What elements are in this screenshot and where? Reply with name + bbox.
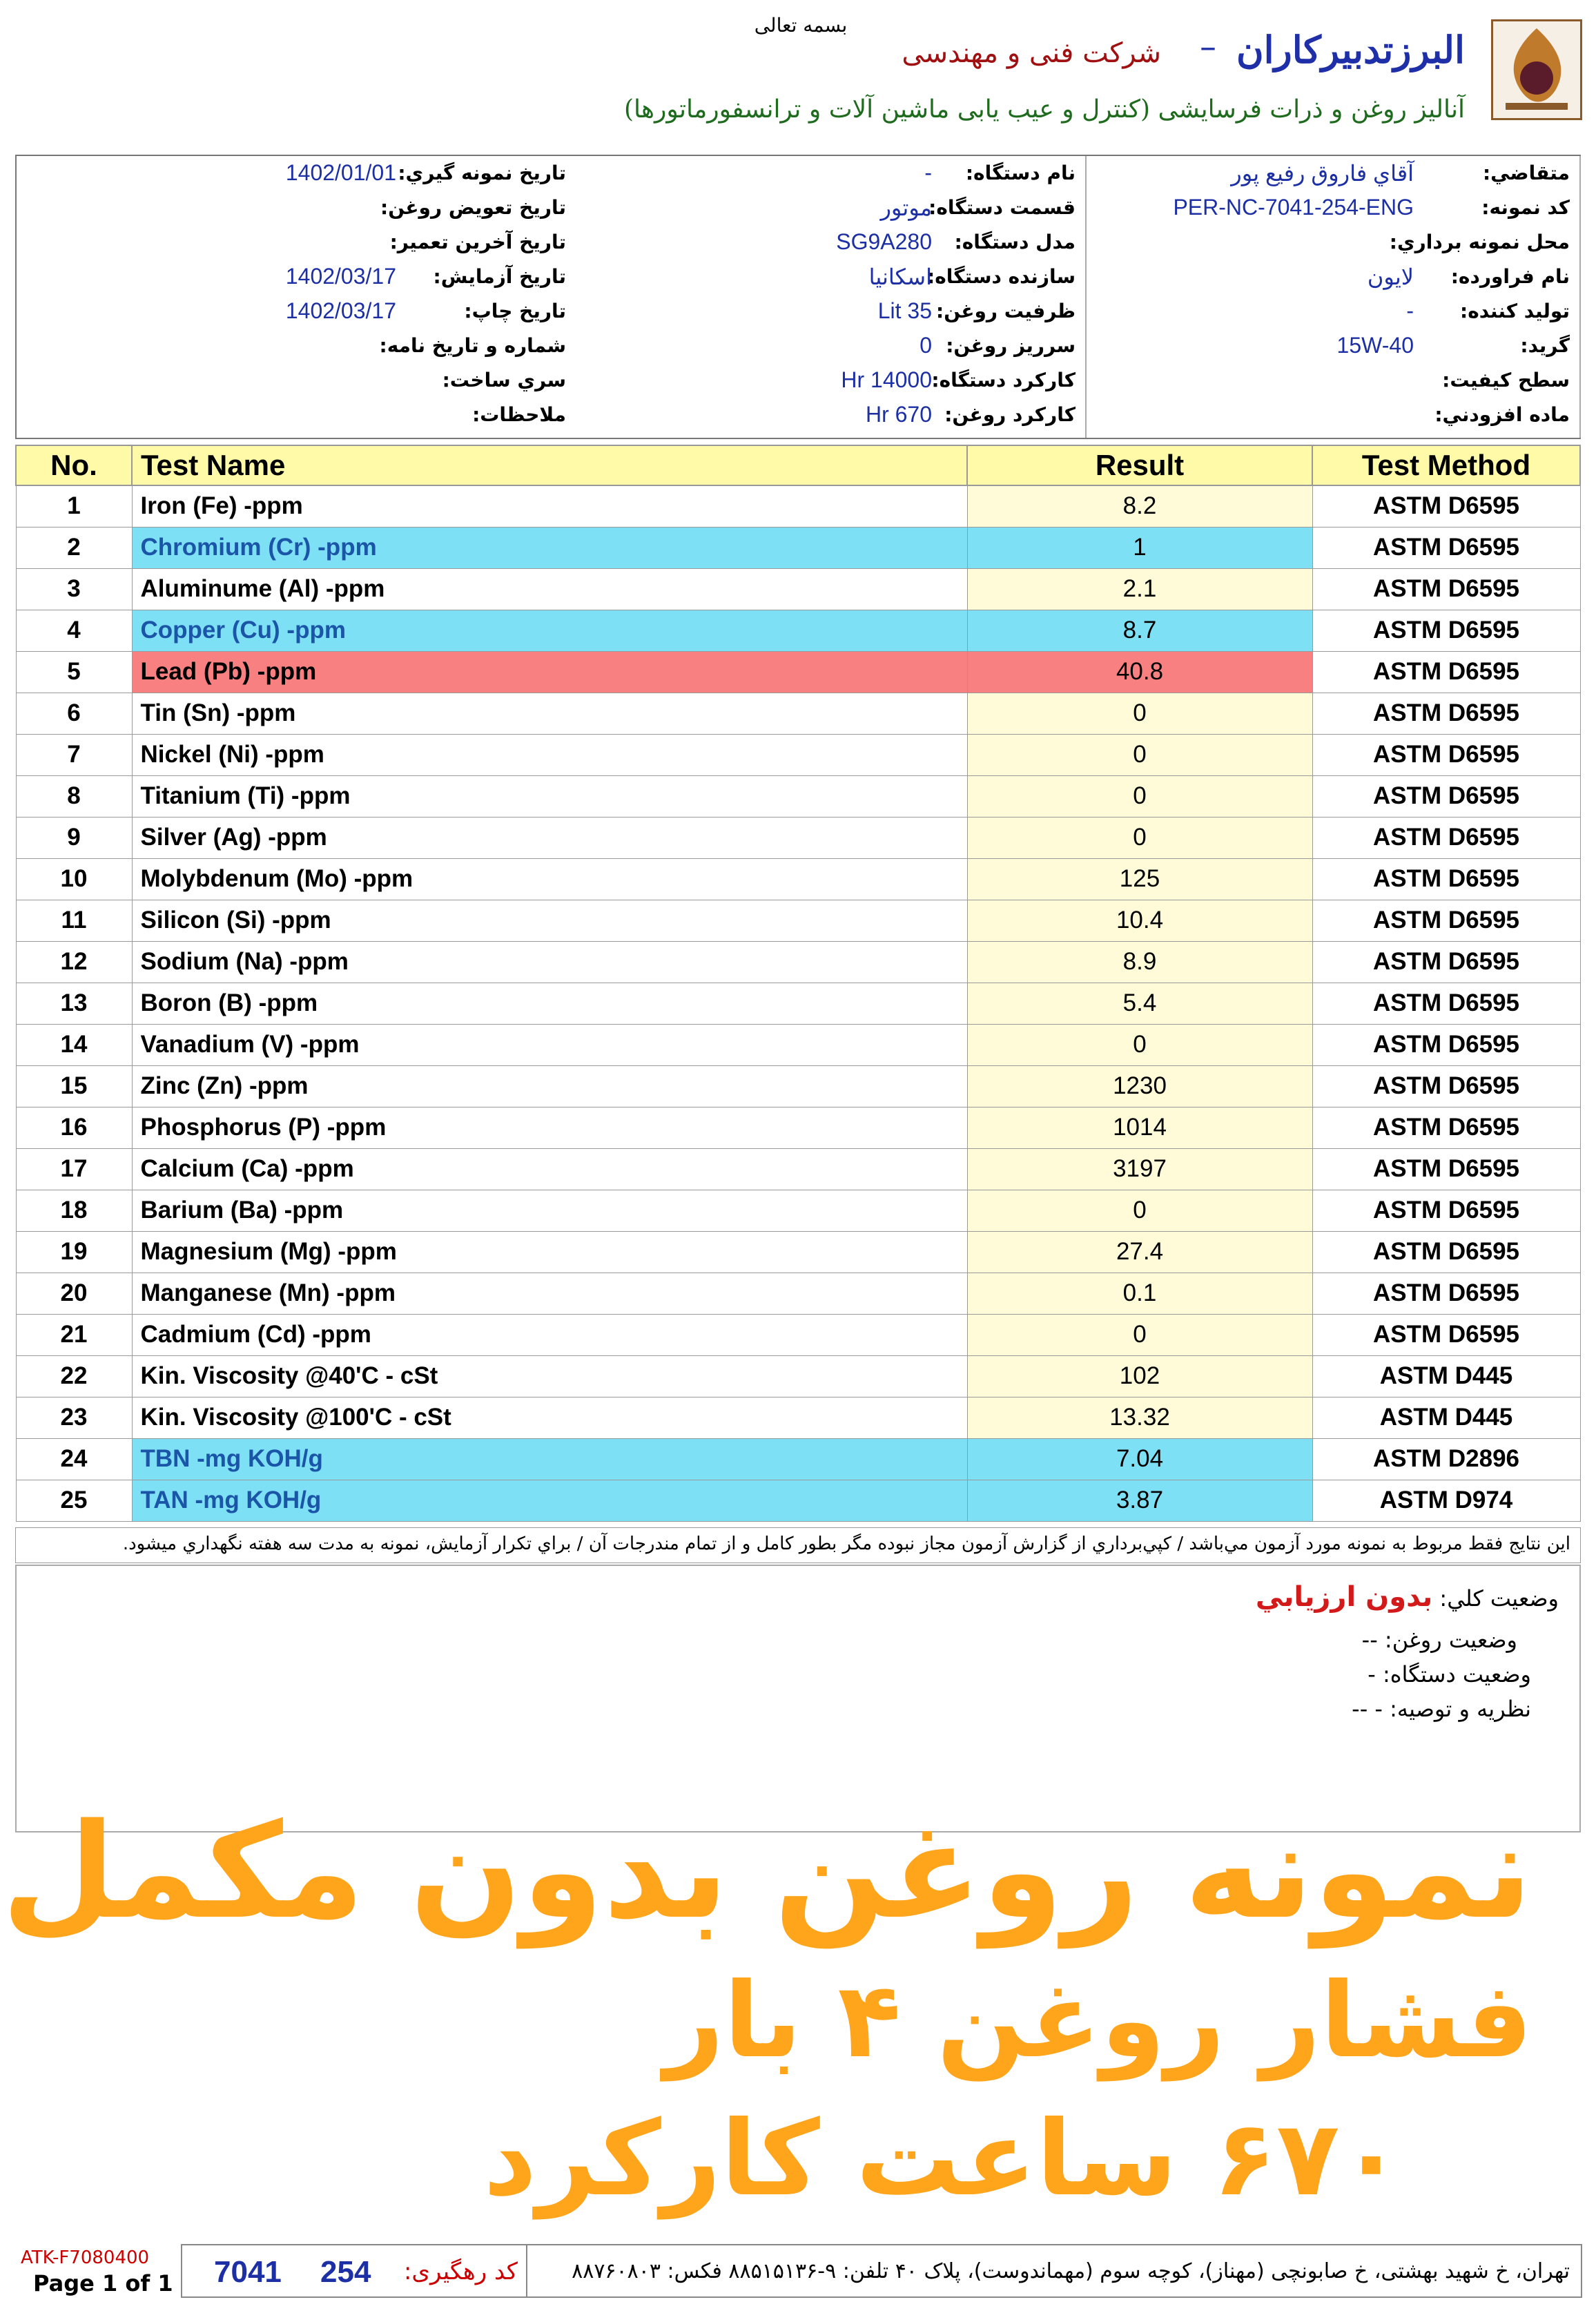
company-address: تهران، خ شهید بهشتی، خ صابونچی (مهناز)، کوچه سوم (مهماندوست)، پلاک ۴۰ تلفن: ۹-۸۸۵۱۵۱۳۶ فکس: ۸۸۷۶۰۸۰۳ xyxy=(572,2259,1570,2283)
table-row xyxy=(16,1190,1580,1231)
cell-test-method: ASTM D6595 xyxy=(1312,775,1580,817)
info-value: 35 Lit xyxy=(877,298,932,323)
info-label: كاركرد روغن: xyxy=(944,403,1076,426)
cell-no: 23 xyxy=(16,1397,132,1438)
col-header-no: No. xyxy=(16,445,132,485)
cell-test-name: Iron (Fe) -ppm xyxy=(132,485,967,527)
cell-result: 3.87 xyxy=(967,1480,1312,1521)
device-status-label: وضعيت دستگاه: xyxy=(1383,1661,1531,1687)
cell-result: 8.9 xyxy=(967,941,1312,983)
overall-status-value: بدون ارزيابي xyxy=(1255,1581,1433,1613)
note-oil-pressure: فشار روغن ۴ بار xyxy=(664,1961,1532,2081)
oil-status-value: -- xyxy=(1361,1627,1378,1653)
form-code: ATK-F7080400 xyxy=(21,2247,150,2268)
cell-no: 5 xyxy=(16,651,132,693)
cell-no: 25 xyxy=(16,1480,132,1521)
evaluation-box xyxy=(15,1565,1581,1832)
cell-test-method: ASTM D6595 xyxy=(1312,1231,1580,1273)
cell-test-method: ASTM D6595 xyxy=(1312,1190,1580,1231)
cell-result: 0 xyxy=(967,775,1312,817)
info-value: اسکانیا xyxy=(868,264,932,289)
tracking-code-2: 254 xyxy=(320,2255,371,2289)
cell-no: 2 xyxy=(16,527,132,568)
cell-result: 0.1 xyxy=(967,1273,1312,1314)
cell-test-method: ASTM D2896 xyxy=(1312,1438,1580,1480)
cell-test-method: ASTM D445 xyxy=(1312,1397,1580,1438)
cell-test-method: ASTM D6595 xyxy=(1312,1107,1580,1148)
info-value: 670 Hr xyxy=(865,402,932,427)
cell-no: 4 xyxy=(16,610,132,651)
cell-no: 21 xyxy=(16,1314,132,1355)
cell-test-name: Molybdenum (Mo) -ppm xyxy=(132,858,967,900)
cell-no: 13 xyxy=(16,983,132,1024)
info-label: سازنده دستگاه: xyxy=(927,265,1076,288)
info-label: قسمت دستگاه: xyxy=(928,196,1076,219)
cell-test-name: Phosphorus (P) -ppm xyxy=(132,1107,967,1148)
info-label: ظرفيت روغن: xyxy=(936,300,1076,322)
tracking-code-label: کد رهگیری: xyxy=(403,2258,518,2285)
cell-no: 17 xyxy=(16,1148,132,1190)
table-row xyxy=(16,1024,1580,1065)
info-label: سري ساخت: xyxy=(442,369,566,391)
cell-result: 0 xyxy=(967,693,1312,734)
company-subtitle: شرکت فنی و مهندسی xyxy=(902,37,1161,69)
results-body xyxy=(16,485,1580,1521)
company-tagline: آنالیز روغن و ذرات فرسایشی (کنترل و عیب یابی ماشین آلات و ترانسفورماتورها) xyxy=(623,95,1465,124)
info-label: تاريخ نمونه گيري: xyxy=(398,162,566,184)
cell-result: 8.2 xyxy=(967,485,1312,527)
cell-test-method: ASTM D6595 xyxy=(1312,651,1580,693)
cell-no: 11 xyxy=(16,900,132,941)
cell-result: 2.1 xyxy=(967,568,1312,610)
cell-test-method: ASTM D6595 xyxy=(1312,693,1580,734)
oil-status-label: وضعيت روغن: xyxy=(1384,1627,1517,1653)
cell-test-method: ASTM D445 xyxy=(1312,1355,1580,1397)
cell-test-method: ASTM D6595 xyxy=(1312,1314,1580,1355)
table-row xyxy=(16,734,1580,775)
cell-result: 1 xyxy=(967,527,1312,568)
cell-test-name: Silicon (Si) -ppm xyxy=(132,900,967,941)
table-row xyxy=(16,568,1580,610)
cell-test-method: ASTM D6595 xyxy=(1312,734,1580,775)
table-row xyxy=(16,1438,1580,1480)
cell-result: 8.7 xyxy=(967,610,1312,651)
col-header-test-method: Test Method xyxy=(1312,445,1580,485)
cell-result: 0 xyxy=(967,1190,1312,1231)
cell-test-name: Aluminume (Al) -ppm xyxy=(132,568,967,610)
table-header-row xyxy=(16,445,1580,485)
cell-test-name: Chromium (Cr) -ppm xyxy=(132,527,967,568)
cell-test-method: ASTM D6595 xyxy=(1312,1024,1580,1065)
cell-result: 1014 xyxy=(967,1107,1312,1148)
info-value: 15W-40 xyxy=(1336,333,1414,358)
cell-test-name: Kin. Viscosity @40'C - cSt xyxy=(132,1355,967,1397)
cell-result: 125 xyxy=(967,858,1312,900)
info-label: توليد كننده: xyxy=(1460,300,1570,322)
info-label: سطح كيفيت: xyxy=(1442,369,1570,391)
info-label: سرريز روغن: xyxy=(946,334,1076,357)
cell-no: 22 xyxy=(16,1355,132,1397)
cell-test-method: ASTM D6595 xyxy=(1312,485,1580,527)
tracking-code-1: 7041 xyxy=(214,2255,282,2289)
cell-no: 14 xyxy=(16,1024,132,1065)
info-value: 1402/01/01 xyxy=(285,160,396,185)
cell-test-name: Tin (Sn) -ppm xyxy=(132,693,967,734)
cell-result: 102 xyxy=(967,1355,1312,1397)
table-row xyxy=(16,693,1580,734)
cell-result: 3197 xyxy=(967,1148,1312,1190)
info-label: تاريخ آخرين تعمير: xyxy=(389,231,566,253)
info-value: SG9A280 xyxy=(836,229,932,254)
cell-test-method: ASTM D6595 xyxy=(1312,1148,1580,1190)
info-label: ملاحظات: xyxy=(472,403,566,426)
info-label: متقاضي: xyxy=(1482,162,1570,184)
cell-no: 1 xyxy=(16,485,132,527)
info-label: كد نمونه: xyxy=(1481,196,1570,219)
note-no-additive: نمونه روغن بدون مکمل xyxy=(1,1795,1532,1948)
title-dash: – xyxy=(1200,28,1216,66)
cell-no: 8 xyxy=(16,775,132,817)
col-header-test-name: Test Name xyxy=(132,445,967,485)
info-value: PER-NC-7041-254-ENG xyxy=(1173,195,1414,220)
table-row xyxy=(16,651,1580,693)
table-row xyxy=(16,900,1580,941)
tracking-code-box xyxy=(182,2245,527,2296)
cell-test-name: Sodium (Na) -ppm xyxy=(132,941,967,983)
comment-label: نظريه و توصيه: xyxy=(1390,1696,1531,1722)
cell-test-name: TAN -mg KOH/g xyxy=(132,1480,967,1521)
info-label: ماده افزودني: xyxy=(1434,403,1570,426)
info-value: 14000 Hr xyxy=(841,367,932,392)
info-value: لايون xyxy=(1367,264,1414,289)
cell-test-name: Nickel (Ni) -ppm xyxy=(132,734,967,775)
cell-no: 24 xyxy=(16,1438,132,1480)
cell-result: 7.04 xyxy=(967,1438,1312,1480)
table-row xyxy=(16,1480,1580,1521)
info-label: تاريخ آزمايش: xyxy=(433,265,566,288)
note-operating-hours: ۶۷۰ ساعت کارکرد xyxy=(483,2099,1403,2219)
cell-test-method: ASTM D6595 xyxy=(1312,858,1580,900)
cell-no: 12 xyxy=(16,941,132,983)
cell-no: 6 xyxy=(16,693,132,734)
cell-test-name: Kin. Viscosity @100'C - cSt xyxy=(132,1397,967,1438)
info-value: آقاي فاروق رفيع پور xyxy=(1231,161,1414,186)
cell-test-name: Cadmium (Cd) -ppm xyxy=(132,1314,967,1355)
footer-box xyxy=(181,2244,1582,2298)
info-value: 0 xyxy=(919,333,932,358)
cell-test-method: ASTM D6595 xyxy=(1312,941,1580,983)
cell-no: 15 xyxy=(16,1065,132,1107)
cell-no: 9 xyxy=(16,817,132,858)
comment-status xyxy=(1352,1696,1531,1722)
table-row xyxy=(16,1355,1580,1397)
company-name: البرزتدبیرکاران xyxy=(1236,28,1465,72)
info-label: گريد: xyxy=(1520,334,1570,357)
table-row xyxy=(16,1231,1580,1273)
table-row xyxy=(16,610,1580,651)
cell-test-name: Barium (Ba) -ppm xyxy=(132,1190,967,1231)
cell-result: 10.4 xyxy=(967,900,1312,941)
cell-no: 3 xyxy=(16,568,132,610)
cell-test-method: ASTM D6595 xyxy=(1312,817,1580,858)
cell-result: 5.4 xyxy=(967,983,1312,1024)
info-value: 1402/03/17 xyxy=(285,298,396,323)
table-row xyxy=(16,1314,1580,1355)
company-logo xyxy=(1491,19,1582,120)
cell-result: 0 xyxy=(967,1314,1312,1355)
info-column-customer xyxy=(1087,156,1581,438)
cell-test-method: ASTM D6595 xyxy=(1312,527,1580,568)
results-table xyxy=(15,445,1581,1522)
device-status-value: - xyxy=(1368,1661,1376,1687)
sample-info-box xyxy=(15,155,1581,439)
overall-status xyxy=(1256,1581,1559,1613)
overall-status-label: وضعيت كلي: xyxy=(1439,1585,1559,1612)
cell-test-name: Zinc (Zn) -ppm xyxy=(132,1065,967,1107)
cell-test-method: ASTM D6595 xyxy=(1312,568,1580,610)
info-column-device xyxy=(576,156,1087,438)
table-row xyxy=(16,941,1580,983)
cell-test-name: Lead (Pb) -ppm xyxy=(132,651,967,693)
cell-test-method: ASTM D6595 xyxy=(1312,983,1580,1024)
info-label: مدل دستگاه: xyxy=(954,231,1076,253)
info-label: محل نمونه برداري: xyxy=(1389,231,1570,253)
oil-status xyxy=(1362,1627,1517,1653)
cell-no: 10 xyxy=(16,858,132,900)
cell-no: 7 xyxy=(16,734,132,775)
table-row xyxy=(16,858,1580,900)
cell-test-name: Silver (Ag) -ppm xyxy=(132,817,967,858)
cell-no: 19 xyxy=(16,1231,132,1273)
cell-no: 20 xyxy=(16,1273,132,1314)
table-row xyxy=(16,1397,1580,1438)
cell-result: 0 xyxy=(967,734,1312,775)
cell-test-method: ASTM D6595 xyxy=(1312,1065,1580,1107)
table-row xyxy=(16,1273,1580,1314)
disclaimer-text: اين نتايج فقط مربوط به نمونه مورد آزمون مي‌باشد / كپي‌برداري از گزارش آزمون مجاز نبوده مگر بطور كامل و از تمام مندرجات آن / براي تكرار آزمايش، نمونه به مدت سه هفته نگهداري ميشود. xyxy=(15,1527,1581,1563)
cell-test-method: ASTM D974 xyxy=(1312,1480,1580,1521)
table-row xyxy=(16,983,1580,1024)
cell-test-name: Manganese (Mn) -ppm xyxy=(132,1273,967,1314)
table-row xyxy=(16,1107,1580,1148)
cell-result: 1230 xyxy=(967,1065,1312,1107)
cell-test-name: Titanium (Ti) -ppm xyxy=(132,775,967,817)
info-label: شماره و تاريخ نامه: xyxy=(379,334,566,357)
info-column-dates xyxy=(17,156,576,438)
table-row xyxy=(16,817,1580,858)
cell-test-method: ASTM D6595 xyxy=(1312,610,1580,651)
cell-test-method: ASTM D6595 xyxy=(1312,1273,1580,1314)
table-row xyxy=(16,775,1580,817)
cell-result: 40.8 xyxy=(967,651,1312,693)
table-row xyxy=(16,1065,1580,1107)
info-label: نام دستگاه: xyxy=(965,162,1076,184)
cell-result: 13.32 xyxy=(967,1397,1312,1438)
device-status xyxy=(1368,1661,1531,1687)
info-value: - xyxy=(1406,298,1414,323)
page-number: Page 1 of 1 xyxy=(33,2270,173,2296)
cell-result: 0 xyxy=(967,817,1312,858)
cell-test-name: Boron (B) -ppm xyxy=(132,983,967,1024)
info-label: كاركرد دستگاه: xyxy=(931,369,1076,391)
info-label: نام فراورده: xyxy=(1450,265,1570,288)
info-label: تاريخ چاپ: xyxy=(464,300,566,322)
cell-result: 27.4 xyxy=(967,1231,1312,1273)
table-row xyxy=(16,527,1580,568)
table-row xyxy=(16,1148,1580,1190)
info-value: - xyxy=(924,160,932,185)
info-value: 1402/03/17 xyxy=(285,264,396,289)
bismillah-text: بسمه تعالی xyxy=(754,14,848,37)
cell-test-name: Magnesium (Mg) -ppm xyxy=(132,1231,967,1273)
comment-value: - -- xyxy=(1352,1696,1383,1722)
cell-result: 0 xyxy=(967,1024,1312,1065)
cell-test-name: Vanadium (V) -ppm xyxy=(132,1024,967,1065)
info-label: تاريخ تعويض روغن: xyxy=(380,196,566,219)
cell-no: 16 xyxy=(16,1107,132,1148)
table-row xyxy=(16,485,1580,527)
cell-test-method: ASTM D6595 xyxy=(1312,900,1580,941)
cell-test-name: TBN -mg KOH/g xyxy=(132,1438,967,1480)
info-value: موتور xyxy=(880,195,932,220)
cell-no: 18 xyxy=(16,1190,132,1231)
col-header-result: Result xyxy=(967,445,1312,485)
cell-test-name: Calcium (Ca) -ppm xyxy=(132,1148,967,1190)
cell-test-name: Copper (Cu) -ppm xyxy=(132,610,967,651)
